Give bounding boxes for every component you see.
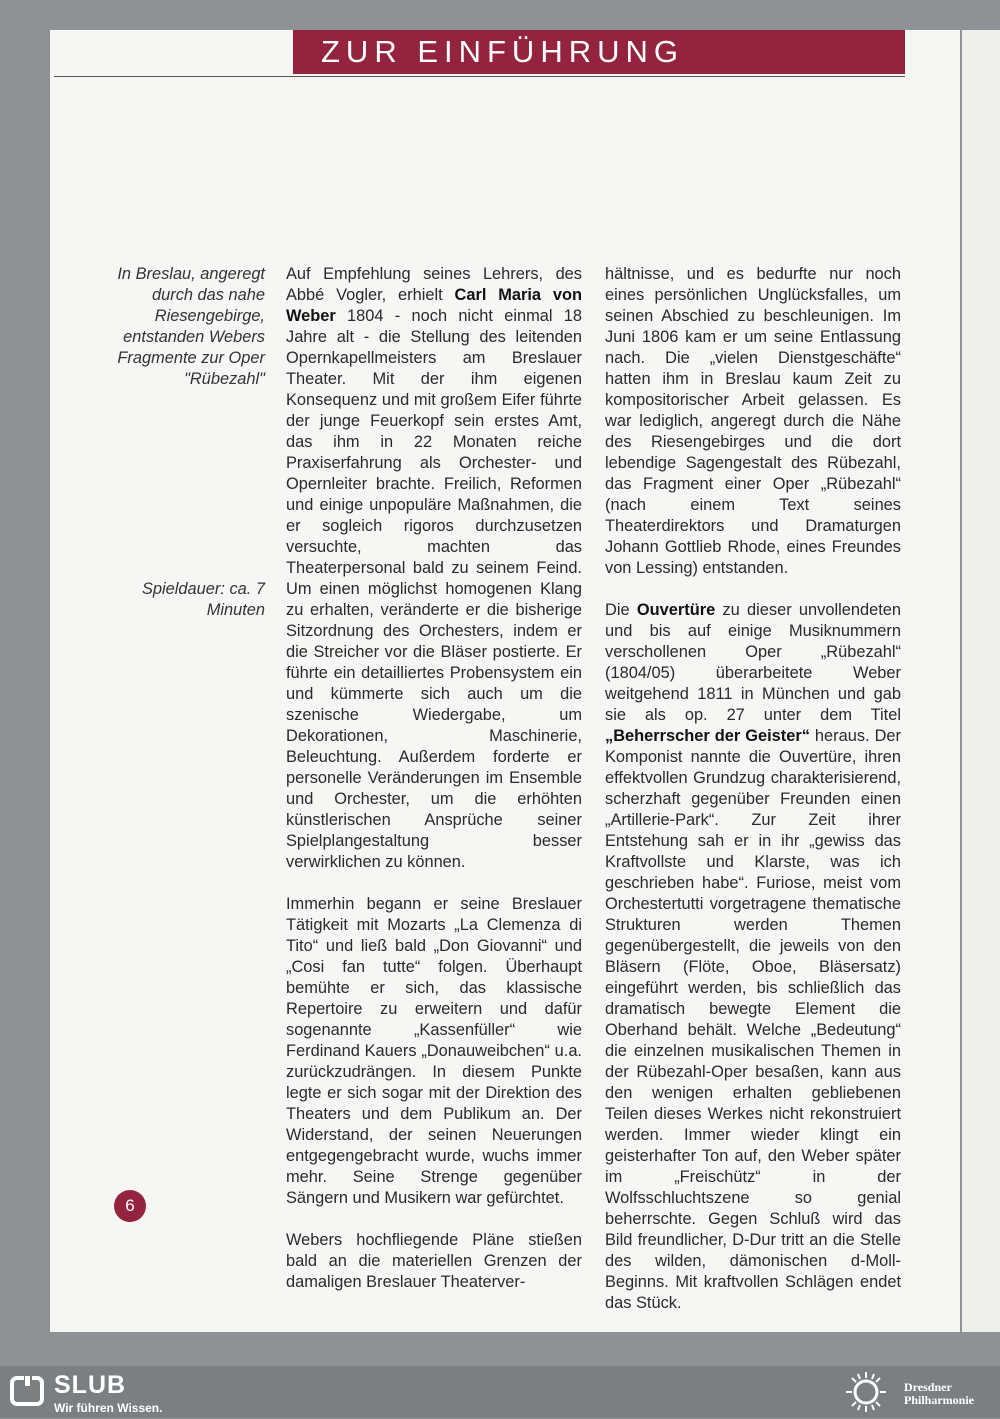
paragraph-text: zu dieser unvollendeten und bis auf einige Musiknummern verschollenen Oper „Rübezahl“ (1804/05) überarbeitete Weber weitgehend 1811 in München und gab sie als op. 27 unter dem Titel <box>605 601 901 724</box>
section-header-band <box>293 30 905 74</box>
paragraph: Immerhin begann er seine Breslauer Tätigkeit mit Mozarts „La Clemenza di Tito“ und ließ bald „Don Giovanni“ und „Cosi fan tutte“ folgen. Überhaupt bemühte er sich, das klassische Repertoire zu erweitern und dafür sogenannte „Kassenfüller“ wie Ferdinand Kauers „Donauweibchen“ u.a. zurückzudrängen. In diesem Punkte legte er sich sogar mit der Direktion des Theaters und dem Publikum an. Der Widerstand, der seinen Neuerungen entgegengebracht wurde, wuchs immer mehr. Seine Strenge gegenüber Sängern und Musikern war gefürchtet. <box>286 895 582 1207</box>
dp-name-line1: Dresdner <box>904 1380 952 1394</box>
slub-tagline: Wir führen Wissen. <box>54 1401 163 1415</box>
adjacent-page-edge <box>962 30 1000 1332</box>
section-title: ZUR EINFÜHRUNG <box>321 34 684 69</box>
sidenote-duration: Spieldauer: ca. 7 Minuten <box>141 580 265 619</box>
highlight-ouverture: Ouvertüre <box>636 601 716 619</box>
dp-name-line2: Philharmonie <box>904 1393 975 1407</box>
paragraph <box>286 264 582 873</box>
slub-logo-icon[interactable] <box>10 1374 46 1413</box>
paragraph: hältnisse, und es bedurfte nur noch eines persönlichen Unglücksfalles, um seinen Abschied zu beschleunigen. Im Juni 1806 kam er um seine Entlassung nach. Die „vielen Dienstgeschäfte“ hatten ihm in Breslau kaum Zeit zu kompositorischer Arbeit gelassen. Es war lediglich, angeregt durch die Nähe des Riesengebirges und die dort lebendige Sagengestalt des Rübezahl, das Fragment einer Oper „Rübezahl“ (nach einem Text seines Theaterdirektors und Dramaturgen Johann Gottlieb Rhode, eines Freundes von Lessing) entstanden. <box>605 265 901 577</box>
highlight-composer-name: Carl Maria von Weber <box>286 286 582 325</box>
paragraph-text: Auf Empfehlung seines Lehrers, des Abbé Vogler, erhielt <box>286 265 582 304</box>
paragraph-text: Die <box>605 601 637 619</box>
paragraph-text: 1804 - noch nicht einmal 18 Jahre alt - die Stellung des leitenden Opernkapellmeisters am Breslauer Theater. Mit der ihm eigenen Konsequenz und mit großem Eifer führte der junge Feuerkopf sein erstes Amt, das ihm in 22 Monaten reiche Praxiserfahrung als Orchester- und Opernleiter brachte. Freilich, Reformen und einige unpopuläre Maßnahmen, die er sogleich rigoros durchzusetzen versuchte, machten das Theaterpersonal bald zu seinem Feind. Um einen möglichst homogenen Klang zu erhalten, veränderte er die bisherige Sitzordnung des Orchesters, indem er die Streicher vor die Bläser postierte. Er führte ein detailliertes Probensystem ein und kümmerte sich auch um die szenische Wiedergabe, um Dekorationen, Maschinerie, Beleuchtung. Außerdem forderte er personelle Veränderungen im Ensemble und Orchester, um die erhöhten künstlerischen Ansprüche seiner Spielplangestaltung besser verwirklichen zu können. <box>286 307 582 871</box>
brochure-page <box>50 30 960 1332</box>
paragraph <box>605 600 901 1314</box>
sidenote-breslau: In Breslau, angeregt durch das nahe Riesengebirge, entstanden Webers Fragmente zur Oper "Rübezahl" <box>117 265 265 388</box>
dresdner-philharmonie-name[interactable] <box>904 1381 974 1407</box>
header-rule <box>54 76 905 77</box>
slub-logo-text[interactable]: SLUB <box>54 1371 127 1399</box>
paragraph-text: heraus. Der Komponist nannte die Ouvertüre, ihren effektvollen Grundzug charakterisierend, scherzhaft gegenüber Freunden einen „Artillerie-Park“. Zur Zeit ihrer Entstehung sah er in ihr „gewiss das Kraftvollste und Klarste, was ich geschrieben habe“. Furiose, meist vom Orchestertutti vorgetragene thematische Strukturen werden Themen gegenübergestellt, die jeweils von den Bläsern (Flöte, Oboe, Bläsersatz) eingeführt werden, bis schließlich das dramatisch bewegte Element die Oberhand behält. Welche „Bedeutung“ die einzelnen musikalischen Themen in der Rübezahl-Oper besaßen, kann aus den wenigen erhalten gebliebenen Teilen dieses Werkes nicht rekonstruiert werden. Immer wieder klingt ein geisterhafter Ton auf, den Weber später im „Freischütz“ in der Wolfsschluchtszene so genial beherrschte. Gegen Schluß wird das Bild freundlicher, D-Dur tritt an die Stelle des wilden, dämonischen d-Moll-Beginns. Mit kraftvollen Schlägen endet das Stück. <box>605 727 901 1312</box>
text-column-right <box>605 264 901 1314</box>
text-column-left <box>286 264 582 1293</box>
paragraph: Webers hochfliegende Pläne stießen bald an die materiellen Grenzen der damaligen Breslauer Theaterver- <box>286 1231 582 1291</box>
highlight-work-title: „Beherrscher der Geister“ <box>605 727 810 745</box>
footer-bar <box>0 1366 1000 1418</box>
page-number-badge: 6 <box>114 1190 146 1222</box>
dresdner-philharmonie-sun-icon[interactable] <box>842 1370 890 1419</box>
